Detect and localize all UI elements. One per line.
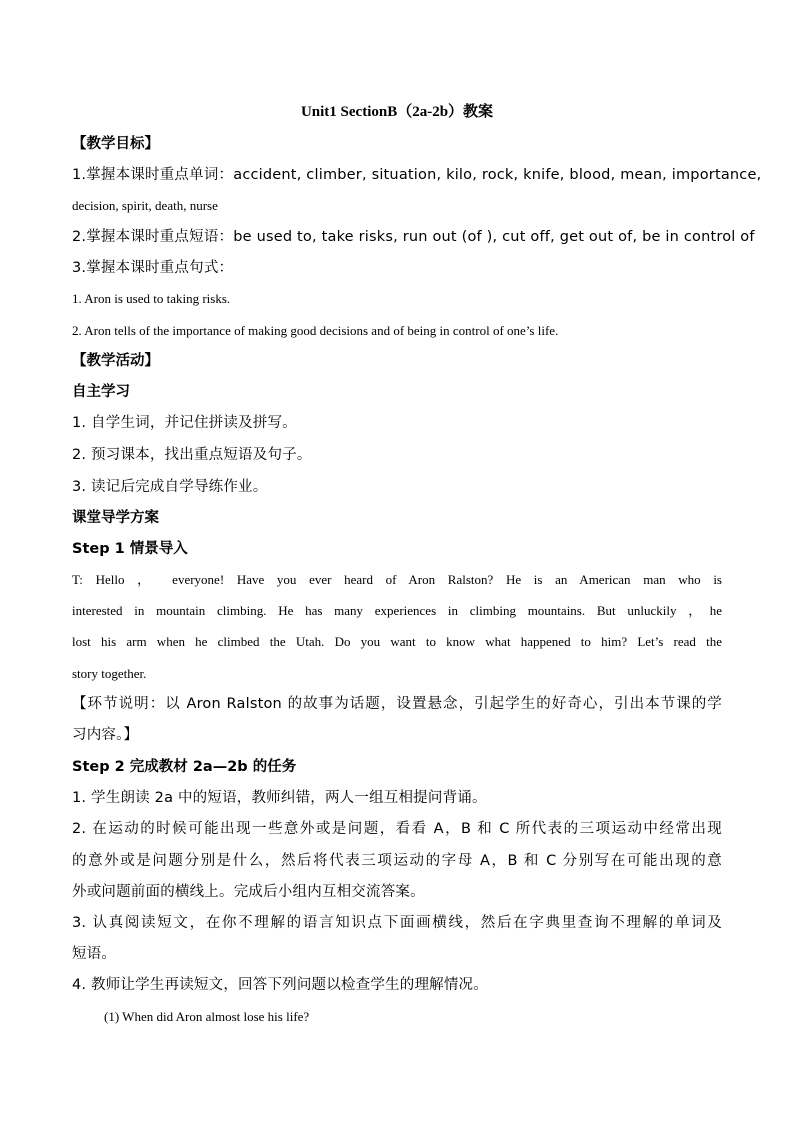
self-study-item-3: 3. 读记后完成自学导练作业。 <box>72 479 268 495</box>
document-title: Unit1 SectionB（2a-2b）教案 <box>300 104 494 120</box>
step-2-item-2-line-1: 2. 在运动的时候可能出现一些意外或是问题，看看 A，B 和 C 所代表的三项运动中经常出现 <box>72 821 722 837</box>
goal-2: 2.掌握本课时重点短语：be used to, take risks, run out (of ), cut off, get out of, be in control of <box>72 229 755 245</box>
activities-heading: 【教学活动】 <box>72 353 159 369</box>
step-1-heading: Step 1 情景导入 <box>72 541 188 557</box>
step-1-line-2: interested in mountain climbing. He has many experiences in climbing mountains. But unluckily ，he <box>72 603 722 618</box>
step-1-note-line-1: 【环节说明：以 Aron Ralston 的故事为话题，设置悬念，引起学生的好奇心，引出本节课的学 <box>72 696 722 712</box>
step-1-line-3: lost his arm when he climbed the Utah. Do you want to know what happened to him? Let’s read the <box>72 634 722 649</box>
goal-1-line-2: decision, spirit, death, nurse <box>72 198 218 213</box>
key-sentence-2: 2. Aron tells of the importance of making good decisions and of being in control of one’s life. <box>72 323 559 338</box>
step-2-item-3-line-1: 3. 认真阅读短文，在你不理解的语言知识点下面画横线，然后在字典里查询不理解的单词及 <box>72 915 722 931</box>
self-study-item-2: 2. 预习课本，找出重点短语及句子。 <box>72 447 312 463</box>
goal-3: 3.掌握本课时重点句式： <box>72 260 234 276</box>
step-2-item-2-line-3: 外或问题前面的横线上。完成后小组内互相交流答案。 <box>72 884 425 900</box>
self-study-item-1: 1. 自学生词，并记住拼读及拼写。 <box>72 415 297 431</box>
step-1-line-1: T: Hello ， everyone! Have you ever heard of Aron Ralston? He is an American man who is <box>72 572 722 587</box>
step-1-note-line-2: 习内容。】 <box>72 727 139 743</box>
step-1-line-4: story together. <box>72 666 147 681</box>
goal-1-line-1: 1.掌握本课时重点单词：accident, climber, situation, kilo, rock, knife, blood, mean, importance, <box>72 167 762 183</box>
step-2-item-2-line-2: 的意外或是问题分别是什么，然后将代表三项运动的字母 A，B 和 C 分别写在可能出现的意 <box>72 853 722 869</box>
step-2-item-4: 4. 教师让学生再读短文，回答下列问题以检查学生的理解情况。 <box>72 977 488 993</box>
question-1: (1) When did Aron almost lose his life? <box>104 1009 310 1024</box>
goals-heading: 【教学目标】 <box>72 136 159 152</box>
guided-plan-heading: 课堂导学方案 <box>72 510 159 526</box>
key-sentence-1: 1. Aron is used to taking risks. <box>72 291 231 306</box>
step-2-heading: Step 2 完成教材 2a—2b 的任务 <box>72 759 297 775</box>
step-2-item-3-line-2: 短语。 <box>72 946 117 962</box>
step-2-item-1: 1. 学生朗读 2a 中的短语，教师纠错，两人一组互相提问背诵。 <box>72 790 487 806</box>
self-study-heading: 自主学习 <box>72 384 130 400</box>
